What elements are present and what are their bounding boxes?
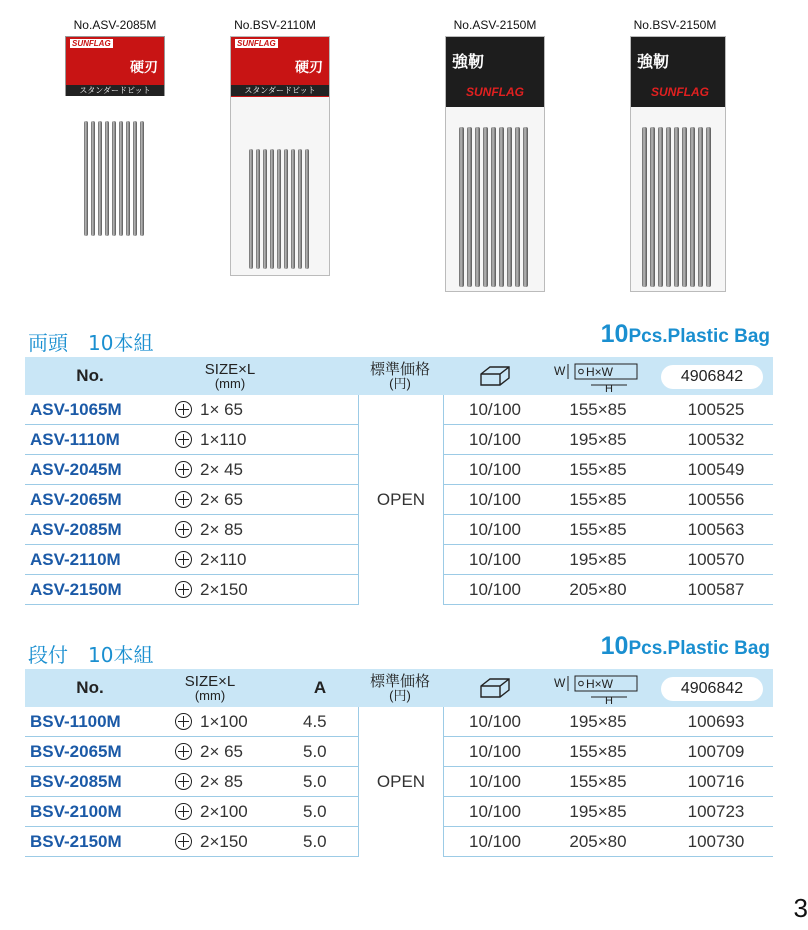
bit-image <box>698 127 703 287</box>
bit-image <box>706 127 711 287</box>
bit-image <box>133 121 137 236</box>
section2-table <box>25 669 773 857</box>
product-bsv-2150m <box>620 18 730 99</box>
bit-image <box>483 127 488 287</box>
product-package-image <box>630 36 726 292</box>
package-kanji: 強靭 <box>452 52 485 71</box>
brand-logo: SUNFLAG <box>237 39 276 48</box>
table-row: ASV-2045M 2× 45 10/100 155×85 100549 <box>25 455 773 485</box>
bit-image <box>263 149 267 269</box>
bit-image <box>690 127 695 287</box>
package-caption: スタンダードビット <box>66 85 164 96</box>
col-size: SIZE×L (mm) <box>184 673 236 703</box>
bit-image <box>507 127 512 287</box>
brand-logo: SUNFLAG <box>466 85 524 99</box>
bit-image <box>270 149 274 269</box>
col-size: SIZE×L (mm) <box>204 361 256 391</box>
col-price: 標準価格 (円) <box>369 361 430 391</box>
phillips-icon <box>175 773 192 790</box>
bag-text: Pcs.Plastic Bag <box>628 638 770 659</box>
bit-image <box>119 121 123 236</box>
bit-image <box>523 127 528 287</box>
table-header <box>25 357 773 395</box>
product-package-image <box>445 36 545 292</box>
price-open: OPEN <box>358 707 444 857</box>
package-kanji: 硬刃 <box>295 60 323 76</box>
product-asv-2150m <box>440 18 550 99</box>
product-label: No.ASV-2150M <box>453 18 537 32</box>
phillips-icon <box>175 743 192 760</box>
bit-image <box>298 149 302 269</box>
section1-bag-label <box>601 320 770 349</box>
product-asv-2085m <box>60 18 170 95</box>
col-price: 標準価格 (円) <box>369 673 430 703</box>
bit-image <box>475 127 480 287</box>
table-row: ASV-1065M 1× 65 10/100 155×85 100525 <box>25 395 773 425</box>
table-row: BSV-2085M 2× 85 5.0 10/100 155×85 100716 <box>25 767 773 797</box>
col-no: No. <box>76 366 104 385</box>
bit-image <box>674 127 679 287</box>
bit-image <box>491 127 496 287</box>
table-row: BSV-2100M 2×100 5.0 10/100 195×85 100723 <box>25 797 773 827</box>
package-kanji: 硬刃 <box>130 60 158 76</box>
col-no: No. <box>76 678 104 697</box>
price-open: OPEN <box>358 395 444 605</box>
table-body <box>25 395 773 605</box>
section1-title: 両頭 10本組 <box>28 331 154 355</box>
bit-image <box>126 121 130 236</box>
table-row: ASV-2150M 2×150 10/100 205×80 100587 <box>25 575 773 605</box>
brand-logo: SUNFLAG <box>72 39 111 48</box>
phillips-icon <box>175 833 192 850</box>
bit-image <box>284 149 288 269</box>
bag-text: Pcs.Plastic Bag <box>628 326 770 347</box>
bag-count: 10 <box>600 320 629 348</box>
bit-image <box>459 127 464 287</box>
dims-w-label: W <box>553 676 565 690</box>
product-package-image <box>230 36 330 276</box>
table-header <box>25 669 773 707</box>
phillips-icon <box>175 401 192 418</box>
table-row: ASV-1110M 1×110 10/100 195×85 100532 <box>25 425 773 455</box>
table-row: BSV-2150M 2×150 5.0 10/100 205×80 100730 <box>25 827 773 857</box>
bit-image <box>305 149 309 269</box>
phillips-icon <box>175 431 192 448</box>
brand-logo: SUNFLAG <box>651 85 709 99</box>
dims-hw-label: H×W <box>585 677 613 691</box>
product-label: No.BSV-2110M <box>234 18 316 32</box>
bit-image <box>650 127 655 287</box>
section2-bag-label <box>601 632 770 661</box>
product-label: No.BSV-2150M <box>633 18 717 32</box>
table-body <box>25 707 773 857</box>
phillips-icon <box>175 713 192 730</box>
col-a: A <box>313 678 327 697</box>
package-kanji: 強靭 <box>637 52 670 71</box>
dims-h-label: H <box>604 383 613 395</box>
table-row: BSV-1100M 1×100 4.5 10/100 195×85 100693 <box>25 707 773 737</box>
bit-image <box>658 127 663 287</box>
bit-image <box>467 127 472 287</box>
bit-image <box>515 127 520 287</box>
section2-title: 段付 10本組 <box>28 643 154 667</box>
table-row: ASV-2085M 2× 85 10/100 155×85 100563 <box>25 515 773 545</box>
bit-image <box>84 121 88 236</box>
bit-image <box>140 121 144 236</box>
bit-image <box>98 121 102 236</box>
table-row: ASV-2065M 2× 65 10/100 155×85 100556 <box>25 485 773 515</box>
page-number: 3 <box>793 893 808 923</box>
package-caption: スタンダードビット <box>231 85 329 96</box>
box-icon <box>465 357 525 395</box>
jan-prefix: 4906842 <box>661 365 763 389</box>
bit-image <box>682 127 687 287</box>
dimension-icon <box>550 357 645 395</box>
product-bsv-2110m <box>220 18 330 95</box>
bit-image <box>291 149 295 269</box>
phillips-icon <box>175 581 192 598</box>
dims-hw-label: H×W <box>585 365 613 379</box>
phillips-icon <box>175 521 192 538</box>
bit-image <box>666 127 671 287</box>
bit-image <box>112 121 116 236</box>
bit-image <box>499 127 504 287</box>
jan-prefix: 4906842 <box>661 677 763 701</box>
table-row: BSV-2065M 2× 65 5.0 10/100 155×85 100709 <box>25 737 773 767</box>
box-icon <box>465 669 525 707</box>
phillips-icon <box>175 491 192 508</box>
bag-count: 10 <box>600 632 629 660</box>
phillips-icon <box>175 461 192 478</box>
bit-image <box>105 121 109 236</box>
bit-image <box>642 127 647 287</box>
product-package-image <box>65 36 165 226</box>
bit-image <box>91 121 95 236</box>
phillips-icon <box>175 803 192 820</box>
dimension-icon <box>550 669 645 707</box>
dims-w-label: W <box>553 364 565 378</box>
phillips-icon <box>175 551 192 568</box>
table-row: ASV-2110M 2×110 10/100 195×85 100570 <box>25 545 773 575</box>
section1-table <box>25 357 773 605</box>
bit-image <box>277 149 281 269</box>
bit-image <box>256 149 260 269</box>
bit-image <box>249 149 253 269</box>
dims-h-label: H <box>604 695 613 707</box>
product-label: No.ASV-2085M <box>73 18 157 32</box>
